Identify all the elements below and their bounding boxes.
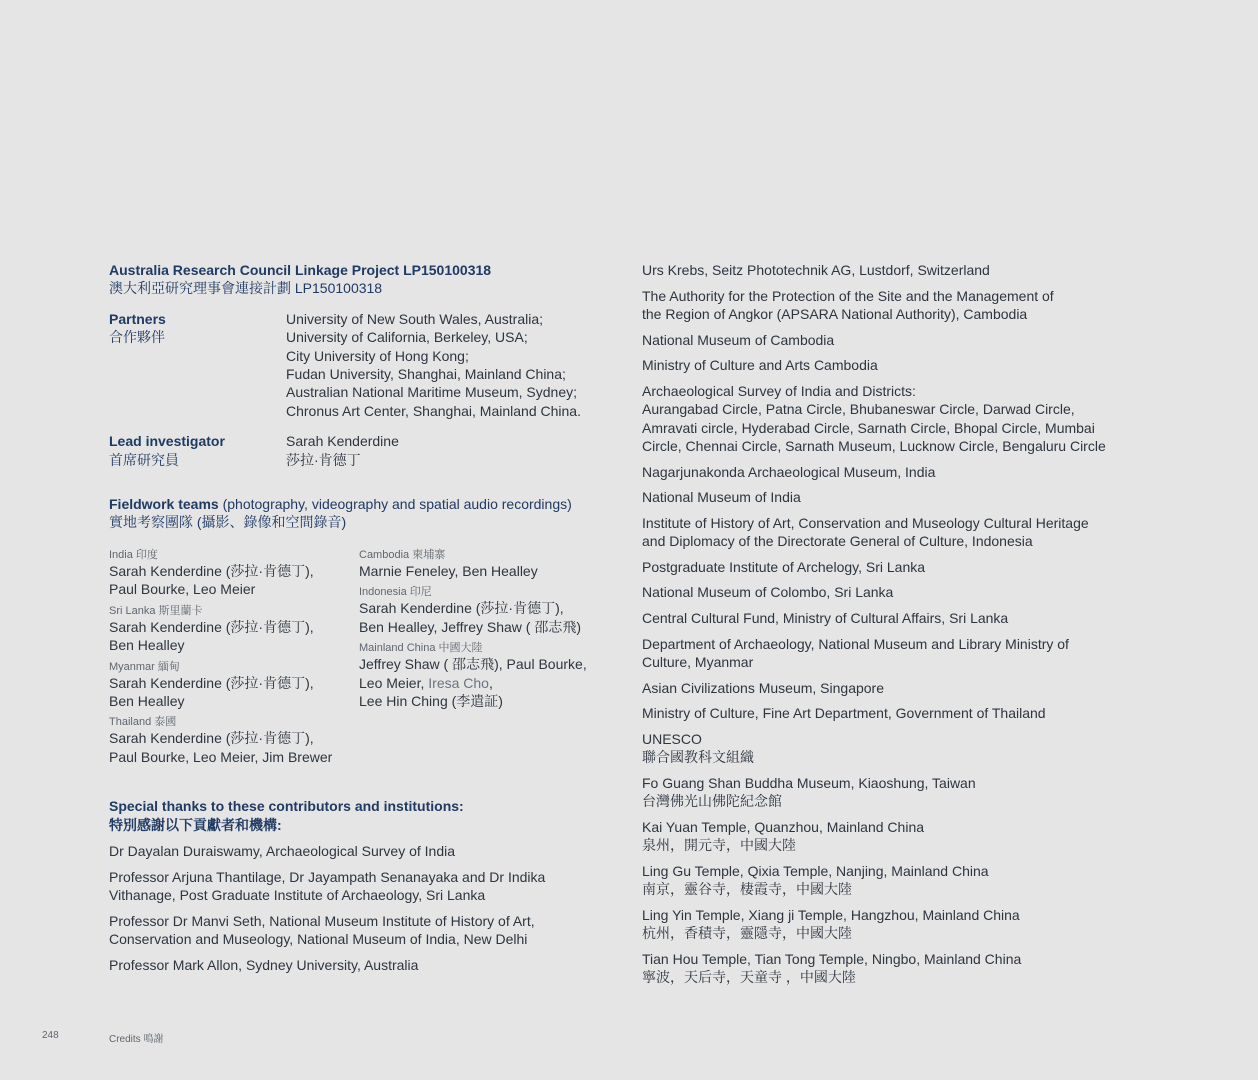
teams-column-1 (109, 548, 359, 771)
partner-item: University of New South Wales, Australia; (286, 310, 544, 327)
partners-list (286, 310, 581, 420)
thanks-item: Professor Mark Allon, Sydney University, Australia (109, 956, 419, 973)
team-country: India 印度 (109, 548, 158, 561)
teams-column-2 (359, 548, 609, 771)
team-members: Sarah Kenderdine (莎拉·肯德丁), Ben Healley, Jeffrey Shaw ( 邵志飛) (359, 600, 582, 635)
team-sri-lanka (109, 604, 359, 655)
institution-item: Nagarjunakonda Archaeological Museum, India (642, 463, 936, 480)
arc-title-cn: 澳大利亞研究理事會連接計劃 LP150100318 (109, 280, 383, 297)
lead-name-cn: 莎拉·肯德丁 (286, 451, 361, 468)
fieldwork-title: Fieldwork teams (109, 496, 219, 513)
right-column (642, 261, 1142, 994)
institution-item: Ling Yin Temple, Xiang ji Temple, Hangzhou, Mainland China 杭州，香積寺，靈隱寺，中國大陸 (642, 906, 1020, 942)
left-column (109, 261, 609, 981)
lead-label-block (109, 432, 286, 469)
page-number: 248 (42, 1030, 59, 1041)
lead-section (109, 432, 609, 469)
partner-item: City University of Hong Kong; (286, 347, 469, 364)
institution-item: Ling Gu Temple, Qixia Temple, Nanjing, Mainland China 南京，靈谷寺，棲霞寺，中國大陸 (642, 862, 989, 898)
team-mainland-china (359, 641, 609, 710)
partners-label-cn: 合作夥伴 (109, 329, 165, 346)
team-country: Indonesia 印尼 (359, 586, 432, 599)
institution-item: The Authority for the Protection of the Site and the Management of the Region of Angkor (APSARA National Authority), Cambodia (642, 287, 1054, 322)
thanks-list (109, 842, 609, 974)
team-members: Sarah Kenderdine (莎拉·肯德丁), Ben Healley (109, 618, 314, 654)
team-country: Thailand 泰國 (109, 716, 177, 729)
partner-item: Fudan University, Shanghai, Mainland China; (286, 366, 566, 383)
members-part-highlight: Iresa Cho (428, 674, 489, 691)
thanks-item: Dr Dayalan Duraiswamy, Archaeological Survey of India (109, 842, 456, 859)
institution-item: Fo Guang Shan Buddha Museum, Kiaoshung, Taiwan 台灣佛光山佛陀紀念館 (642, 774, 976, 810)
team-members (359, 655, 609, 710)
lead-label: Lead investigator (109, 433, 225, 450)
partners-section (109, 310, 609, 420)
members-part: Jeffrey Shaw ( 邵志飛), Paul Bourke, Leo Meier, (359, 656, 587, 691)
partners-label-block (109, 310, 286, 420)
lead-name-block (286, 432, 399, 469)
team-thailand (109, 715, 359, 766)
institution-item: National Museum of Colombo, Sri Lanka (642, 584, 894, 601)
team-india (109, 548, 359, 599)
team-members: Marnie Feneley, Ben Healley (359, 562, 538, 579)
institution-item: Department of Archaeology, National Museum and Library Ministry of Culture, Myanmar (642, 635, 1069, 670)
team-country: Sri Lanka 斯里蘭卡 (109, 604, 203, 617)
institution-item: Ministry of Culture and Arts Cambodia (642, 357, 878, 374)
thanks-item: Professor Arjuna Thantilage, Dr Jayampath Senanayaka and Dr Indika Vithanage, Post Graduate Institute of Archaeology, Sri Lanka (109, 868, 546, 903)
thanks-item: Professor Dr Manvi Seth, National Museum Institute of History of Art, Conservation and Museology, National Museum of India, New Delhi (109, 912, 535, 947)
fieldwork-title-cn: 實地考察團隊 (攝影、錄像和空間錄音) (109, 514, 347, 531)
fieldwork-heading (109, 495, 609, 532)
institution-item: Tian Hou Temple, Tian Tong Temple, Ningbo, Mainland China 寧波，天后寺，天童寺 ，中國大陸 (642, 950, 1022, 986)
team-members: Sarah Kenderdine (莎拉·肯德丁), Paul Bourke, Leo Meier (109, 562, 314, 598)
lead-label-cn: 首席研究員 (109, 451, 179, 468)
partner-item: Chronus Art Center, Shanghai, Mainland China. (286, 402, 581, 419)
fieldwork-title-note: (photography, videography and spatial audio recordings) (218, 496, 572, 513)
institution-item: Kai Yuan Temple, Quanzhou, Mainland China 泉州，開元寺，中國大陸 (642, 818, 925, 854)
institution-item: National Museum of Cambodia (642, 331, 835, 348)
team-indonesia (359, 585, 609, 636)
team-members: Sarah Kenderdine (莎拉·肯德丁), Paul Bourke, Leo Meier, Jim Brewer (109, 730, 333, 765)
institution-item: Postgraduate Institute of Archelogy, Sri Lanka (642, 558, 926, 575)
institution-item: Ministry of Culture, Fine Art Department, Government of Thailand (642, 705, 1046, 722)
thanks-title: Special thanks to these contributors and institutions: (109, 798, 464, 815)
footer-section-title: Credits 鳴謝 (109, 1034, 164, 1045)
team-members: Sarah Kenderdine (莎拉·肯德丁), Ben Healley (109, 674, 314, 709)
institution-item: Urs Krebs, Seitz Phototechnik AG, Lustdorf, Switzerland (642, 262, 990, 278)
thanks-title-cn: 特別感謝以下貢獻者和機構: (109, 816, 282, 833)
team-country: Cambodia 柬埔寨 (359, 548, 446, 561)
partner-item: Australian National Maritime Museum, Sydney; (286, 384, 578, 401)
fieldwork-teams (109, 548, 609, 771)
team-myanmar (109, 660, 359, 711)
institution-item: National Museum of India (642, 489, 801, 506)
institution-item: Central Cultural Fund, Ministry of Cultural Affairs, Sri Lanka (642, 609, 1009, 626)
institution-item: Asian Civilizations Museum, Singapore (642, 679, 884, 696)
lead-name: Sarah Kenderdine (286, 433, 399, 450)
institution-item: UNESCO 聯合國教科文組織 (642, 730, 754, 766)
thanks-heading (109, 797, 609, 834)
partner-item: University of California, Berkeley, USA; (286, 329, 528, 346)
partners-label: Partners (109, 310, 166, 327)
team-country: Mainland China 中國大陸 (359, 642, 483, 655)
institution-item: Institute of History of Art, Conservation and Museology Cultural Heritage and Diplomacy of the Directorate General of Culture, Indonesia (642, 514, 1089, 550)
team-country: Myanmar 緬甸 (109, 660, 180, 673)
institution-item: Archaeological Survey of India and Districts: Aurangabad Circle, Patna Circle, Bhubaneswar Circle, Darwad Circle, Amravati circle, Hyderabad Circle, Sarnath Circle, Bhopal Circle, Mumbai Circle, Chennai Circle, Sarnath Museum, Lucknow Circle, Bengaluru Circle (642, 382, 1106, 454)
arc-title: Australia Research Council Linkage Project LP150100318 (109, 262, 492, 278)
members-part: , Lee Hin Ching (李遣証) (359, 674, 503, 709)
team-cambodia (359, 548, 609, 580)
